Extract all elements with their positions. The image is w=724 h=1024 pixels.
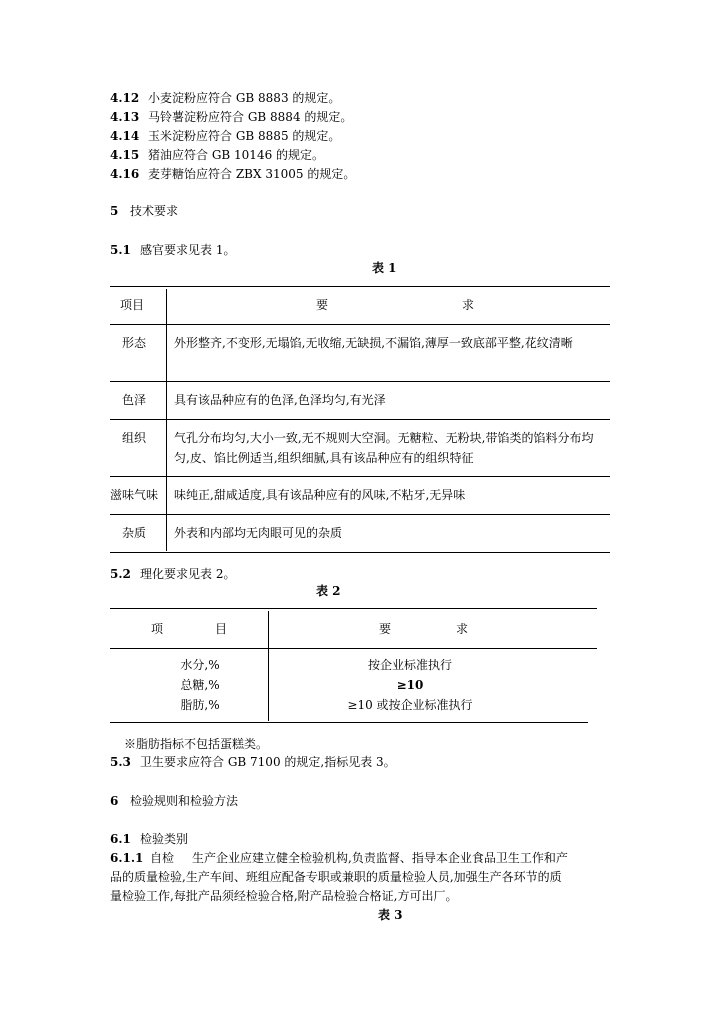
clause-number: 4.15 <box>110 148 140 162</box>
table1-header-rule <box>110 324 610 325</box>
table1-header-req-a: 要 <box>316 298 329 312</box>
table1-column-rule <box>166 289 167 551</box>
table2-header-req-b: 求 <box>456 622 469 636</box>
clause-number: 5.3 <box>110 755 131 769</box>
clause-text: 理化要求见表 2。 <box>140 567 236 581</box>
table1-row-req: 具有该品种应有的色泽,色泽均匀,有光泽 <box>174 393 386 407</box>
section-number: 6 <box>110 794 119 808</box>
clause-6-1-1-line2: 品的质量检验,生产车间、班组应配备专职或兼职的质量检验人员,加强生产各环节的质 <box>110 870 562 884</box>
section-6-heading <box>110 793 238 809</box>
table1-header-req-b: 求 <box>462 298 475 312</box>
clause-6-1-1-line3: 量检验工作,每批产品须经检验合格,附产品检验合格证,方可出厂。 <box>110 889 458 903</box>
table2-row-item: 水分,% <box>180 658 220 672</box>
section-5-heading <box>110 203 178 219</box>
table1-row-req: 外形整齐,不变形,无塌馅,无收缩,无缺损,不漏馅,薄厚一致底部平整,花纹清晰 <box>174 336 573 350</box>
clause-4-14 <box>110 128 340 144</box>
clause-number: 4.14 <box>110 129 140 143</box>
clause-number: 5.2 <box>110 567 131 581</box>
table2-row-req: ≥10 或按企业标准执行 <box>347 698 473 712</box>
clause-number: 5.1 <box>110 243 131 257</box>
clause-number: 4.12 <box>110 91 140 105</box>
table2-row-req: ≥10 <box>396 678 424 692</box>
table1-row-rule <box>110 381 610 382</box>
table1-row-req: 外表和内部均无肉眼可见的杂质 <box>174 526 343 540</box>
table1-row-item: 滋味气味 <box>110 488 159 502</box>
table1-header-item: 项目 <box>120 298 145 312</box>
table1-row-req: 气孔分布均匀,大小一致,无不规则大空洞。无糖粒、无粉块,带馅类的馅料分布均匀,皮、馅比例适当,组织细腻,具有该品种应有的组织特征 <box>174 431 594 465</box>
clause-4-13 <box>110 109 352 125</box>
clause-4-12 <box>110 90 340 106</box>
clause-title: 检验类别 <box>140 832 189 846</box>
clause-5-3 <box>110 754 396 770</box>
clause-5-1 <box>110 242 235 258</box>
clause-4-16 <box>110 166 355 182</box>
clause-number: 4.16 <box>110 167 140 181</box>
table1-row-item: 形态 <box>122 336 147 350</box>
table1-top-rule <box>110 286 610 287</box>
clause-number: 6.1.1 <box>110 851 144 865</box>
clause-6-1 <box>110 831 188 847</box>
clause-5-2 <box>110 566 235 582</box>
clause-text: 小麦淀粉应符合 GB 8883 的规定。 <box>148 91 341 105</box>
table2-column-rule <box>268 611 269 721</box>
clause-text: 玉米淀粉应符合 GB 8885 的规定。 <box>148 129 341 143</box>
clause-4-15 <box>110 147 324 163</box>
table2-footnote: ※脂肪指标不包括蛋糕类。 <box>124 737 269 751</box>
table2-row-req: 按企业标准执行 <box>367 658 452 672</box>
table1-row-item: 色泽 <box>122 393 147 407</box>
table1-row-rule <box>110 514 610 515</box>
clause-text: 猪油应符合 GB 10146 的规定。 <box>148 148 325 162</box>
clause-text: 卫生要求应符合 GB 7100 的规定,指标见表 3。 <box>140 755 396 769</box>
clause-text: 感官要求见表 1。 <box>140 243 236 257</box>
section-title: 技术要求 <box>130 204 179 218</box>
clause-6-1-1-line1 <box>110 850 568 866</box>
table3-caption: 表 3 <box>378 908 403 922</box>
table1-row-req: 味纯正,甜咸适度,具有该品种应有的风味,不粘牙,无异味 <box>174 488 466 502</box>
section-title: 检验规则和检验方法 <box>130 794 239 808</box>
table2-header-item-b: 目 <box>215 622 228 636</box>
table2-row-item: 总糖,% <box>180 678 220 692</box>
table1-row-item: 杂质 <box>122 526 147 540</box>
table2-header-req-a: 要 <box>379 622 392 636</box>
clause-text: 生产企业应建立健全检验机构,负责监督、指导本企业食品卫生工作和产 <box>192 851 568 865</box>
clause-number: 4.13 <box>110 110 140 124</box>
clause-number: 6.1 <box>110 832 131 846</box>
table2-top-rule <box>110 608 597 609</box>
table2-header-item-a: 项 <box>151 622 164 636</box>
clause-text: 麦芽糖饴应符合 ZBX 31005 的规定。 <box>148 167 356 181</box>
clause-title: 自检 <box>150 851 175 865</box>
table2-header-rule <box>110 648 597 649</box>
table2-bottom-rule <box>110 722 588 723</box>
table1-caption: 表 1 <box>372 261 397 275</box>
table1-row-rule <box>110 476 610 477</box>
table1-row-rule <box>110 419 610 420</box>
clause-text: 马铃薯淀粉应符合 GB 8884 的规定。 <box>148 110 353 124</box>
table2-row-item: 脂肪,% <box>180 698 220 712</box>
section-number: 5 <box>110 204 119 218</box>
table2-caption: 表 2 <box>316 584 341 598</box>
table1-bottom-rule <box>110 552 610 553</box>
table1-row-item: 组织 <box>122 431 147 445</box>
